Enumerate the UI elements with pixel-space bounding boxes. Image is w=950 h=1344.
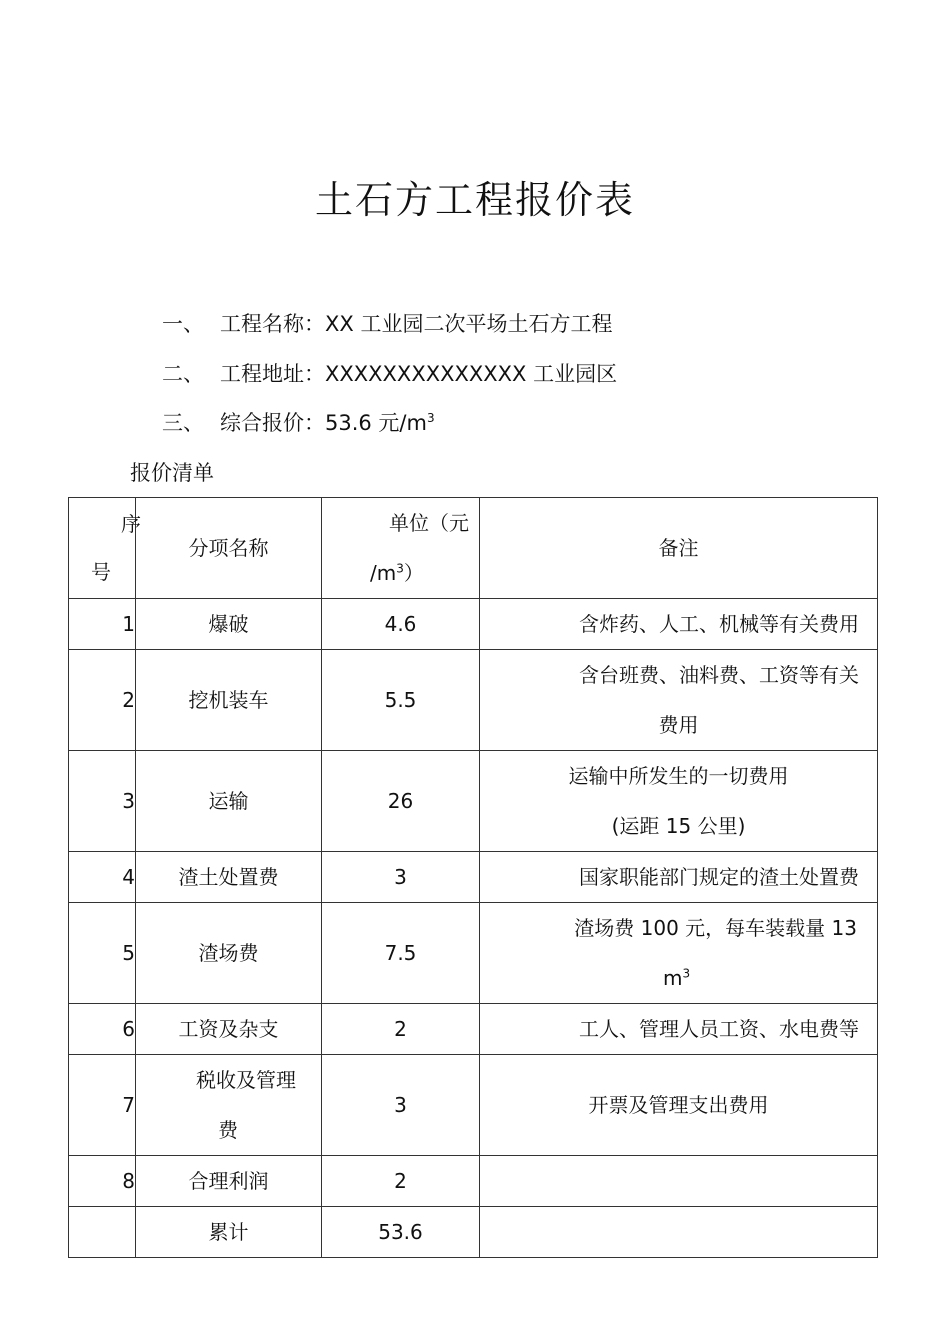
row-unit: 2: [322, 1004, 480, 1055]
row-seq: 2: [69, 650, 136, 751]
row-unit: 3: [322, 1055, 480, 1156]
table-row: [69, 751, 878, 852]
info-label: 综合报价：: [220, 411, 325, 435]
table-row: [69, 599, 878, 650]
header-unit-superscript: 3: [396, 561, 404, 576]
page-title: 土石方工程报价表: [314, 178, 635, 222]
header-unit-close: ）: [403, 561, 424, 585]
row-name: 运输: [136, 751, 322, 852]
row-note-line2: 费用: [658, 713, 699, 737]
header-unit: [322, 498, 480, 599]
row-note-superscript: 3: [682, 966, 691, 981]
header-seq-top: 序: [121, 512, 141, 536]
table-row: [69, 650, 878, 751]
row-note: 含炸药、人工、机械等有关费用: [480, 599, 878, 650]
info-label: 工程名称：: [220, 312, 325, 336]
row-name-line2: 费: [218, 1118, 238, 1142]
header-name: 分项名称: [136, 498, 322, 599]
header-seq-bottom: 号: [91, 560, 111, 584]
row-unit: 7.5: [322, 903, 480, 1004]
row-unit: 4.6: [322, 599, 480, 650]
row-name: 渣土处置费: [136, 852, 322, 903]
row-seq: 6: [69, 1004, 136, 1055]
table-row: [69, 852, 878, 903]
row-unit: 5.5: [322, 650, 480, 751]
row-name: [136, 1055, 322, 1156]
row-note: [480, 1207, 878, 1258]
table-total-row: [69, 1207, 878, 1258]
table-row: [69, 1004, 878, 1055]
row-name: 工资及杂支: [136, 1004, 322, 1055]
info-value: 53.6 元/m: [325, 411, 427, 435]
info-value: XX 工业园二次平场土石方工程: [325, 312, 613, 336]
row-name: 累计: [136, 1207, 322, 1258]
table-row: [69, 1156, 878, 1207]
row-note: [480, 751, 878, 852]
row-note-line1: 运输中所发生的一切费用: [568, 764, 789, 788]
row-name: 合理利润: [136, 1156, 322, 1207]
section-label: 报价清单: [130, 461, 214, 485]
row-seq: 8: [69, 1156, 136, 1207]
table-row: [69, 903, 878, 1004]
row-note-line2: (运距 15 公里): [611, 814, 746, 838]
header-unit-line2: /m: [370, 561, 397, 585]
header-note: 备注: [480, 498, 878, 599]
info-value-superscript: 3: [426, 411, 435, 425]
row-note-line1: 含台班费、油料费、工资等有关: [579, 663, 859, 687]
row-note: 开票及管理支出费用: [480, 1055, 878, 1156]
info-number: 一、: [162, 312, 204, 336]
header-unit-line1: 单位（元: [389, 511, 469, 535]
info-label: 工程地址：: [220, 362, 325, 386]
row-note: [480, 903, 878, 1004]
row-seq: 5: [69, 903, 136, 1004]
row-note: 工人、管理人员工资、水电费等: [480, 1004, 878, 1055]
header-seq: [69, 498, 141, 599]
row-name: 爆破: [136, 599, 322, 650]
row-note: [480, 1156, 878, 1207]
table-header-row: [69, 498, 878, 599]
info-project-address: [162, 359, 617, 389]
row-name-line1: 税收及管理: [196, 1068, 296, 1092]
row-name: 渣场费: [136, 903, 322, 1004]
info-value: XXXXXXXXXXXXXX 工业园区: [325, 362, 618, 386]
row-seq: 7: [69, 1055, 136, 1156]
row-seq: 3: [69, 751, 136, 852]
row-unit: 2: [322, 1156, 480, 1207]
row-note-line1: 渣场费 100 元，每车装载量 13: [574, 916, 857, 940]
row-unit: 3: [322, 852, 480, 903]
info-project-name: [162, 309, 612, 339]
row-note: [480, 650, 878, 751]
info-total-quote: [162, 408, 435, 438]
row-seq: 1: [69, 599, 136, 650]
row-seq: [69, 1207, 136, 1258]
row-note-line2: m: [663, 966, 683, 990]
quote-table: [68, 497, 878, 1258]
info-number: 二、: [162, 362, 204, 386]
info-number: 三、: [162, 411, 204, 435]
row-unit: 26: [322, 751, 480, 852]
row-name: 挖机装车: [136, 650, 322, 751]
row-unit: 53.6: [322, 1207, 480, 1258]
table-row: [69, 1055, 878, 1156]
row-seq: 4: [69, 852, 136, 903]
row-note: 国家职能部门规定的渣土处置费: [480, 852, 878, 903]
